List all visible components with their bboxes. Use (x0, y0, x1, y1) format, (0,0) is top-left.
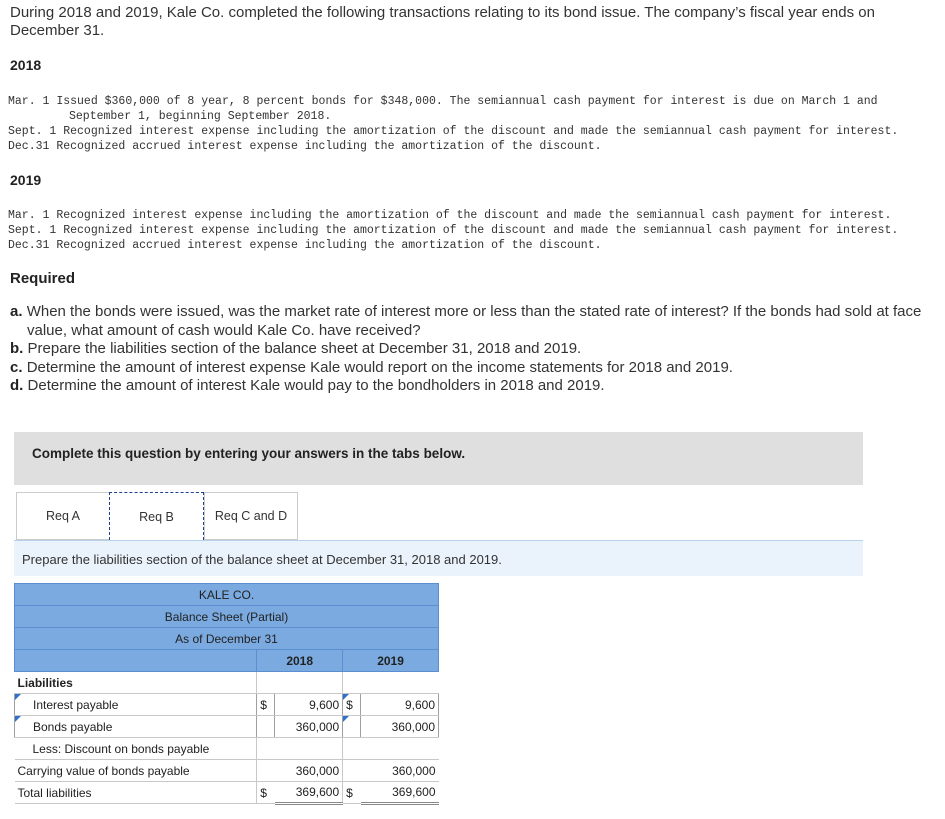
instructions-banner (14, 432, 863, 485)
transaction-2018-mar-cont: September 1, beginning September 2018. (69, 110, 332, 123)
currency-symbol: $ (343, 694, 361, 716)
problem-intro: During 2018 and 2019, Kale Co. completed the following transactions relating to its bond issue. The company’s fiscal year ends on December 31. (10, 4, 875, 39)
liabilities-heading: Liabilities (15, 672, 257, 694)
statement-title: Balance Sheet (Partial) (15, 606, 439, 628)
requirement-a: a. When the bonds were issued, was the market rate of interest more or less than the stated rate of interest? If the bonds had sold at face value, what amount of cash would Kale Co. have received? (10, 303, 922, 339)
discount-2019-value (361, 738, 439, 760)
required-heading: Required (10, 270, 76, 287)
total-liabilities-2018: 369,600 (275, 782, 343, 804)
banner-text: Complete this question by entering your answers in the tabs below. (32, 446, 466, 461)
table-row (15, 694, 439, 716)
interest-payable-label[interactable]: Interest payable (15, 694, 257, 716)
column-header-2018: 2018 (257, 650, 343, 672)
statement-date: As of December 31 (15, 628, 439, 650)
instruction-text: Prepare the liabilities section of the balance sheet at December 31, 2018 and 2019. (22, 552, 502, 567)
table-row (15, 716, 439, 738)
interest-payable-2019-input[interactable]: 9,600 (361, 694, 439, 716)
header-blank (15, 650, 257, 672)
year-heading-2019: 2019 (10, 172, 42, 188)
bonds-payable-label[interactable]: Bonds payable (15, 716, 257, 738)
transaction-2019-mar: Mar. 1 Recognized interest expense including the amortization of the discount and made the semiannual cash payment for interest. (8, 209, 892, 222)
column-header-2019: 2019 (343, 650, 439, 672)
requirements-list (10, 303, 940, 396)
discount-2018-value (275, 738, 343, 760)
discount-label: Less: Discount on bonds payable (15, 738, 257, 760)
year-heading-2018: 2018 (10, 57, 42, 73)
tab-req-b[interactable]: Req B (109, 492, 204, 540)
table-row: Total liabilities $ 369,600 $ 369,600 (15, 782, 439, 804)
tab-req-a[interactable]: Req A (16, 492, 110, 540)
requirement-c: c. Determine the amount of interest expense Kale would report on the income statements for 2018 and 2019. (10, 358, 733, 376)
carrying-value-2019: 360,000 (361, 760, 439, 782)
interest-payable-2018-input[interactable]: 9,600 (275, 694, 343, 716)
transaction-2018-sept: Sept. 1 Recognized interest expense including the amortization of the discount and made the semiannual cash payment for interest. (8, 125, 899, 138)
total-liabilities-label: Total liabilities (15, 782, 257, 804)
currency-symbol: $ (257, 694, 275, 716)
requirement-d: d. Determine the amount of interest Kale would pay to the bondholders in 2018 and 2019. (10, 377, 605, 394)
transaction-2018-dec: Dec.31 Recognized accrued interest expense including the amortization of the discount. (8, 140, 602, 153)
table-row (15, 760, 439, 782)
bonds-payable-2018-input[interactable]: 360,000 (275, 716, 343, 738)
carrying-value-label: Carrying value of bonds payable (15, 760, 257, 782)
transaction-2018-mar: Mar. 1 Issued $360,000 of 8 year, 8 percent bonds for $348,000. The semiannual cash payment for interest is due on March 1 and (8, 95, 878, 108)
tab-req-c-and-d[interactable]: Req C and D (204, 492, 298, 540)
table-row (15, 738, 439, 760)
company-name: KALE CO. (15, 584, 439, 606)
transaction-2019-dec: Dec.31 Recognized accrued interest expense including the amortization of the discount. (8, 239, 602, 252)
instruction-bar (14, 540, 863, 576)
bonds-payable-2019-input[interactable]: 360,000 (361, 716, 439, 738)
carrying-value-2018: 360,000 (275, 760, 343, 782)
requirement-b: b. Prepare the liabilities section of the balance sheet at December 31, 2018 and 2019. (10, 340, 582, 357)
balance-sheet-table (14, 583, 439, 805)
total-liabilities-2019: 369,600 (361, 782, 439, 804)
transaction-2019-sept: Sept. 1 Recognized interest expense including the amortization of the discount and made the semiannual cash payment for interest. (8, 224, 899, 237)
